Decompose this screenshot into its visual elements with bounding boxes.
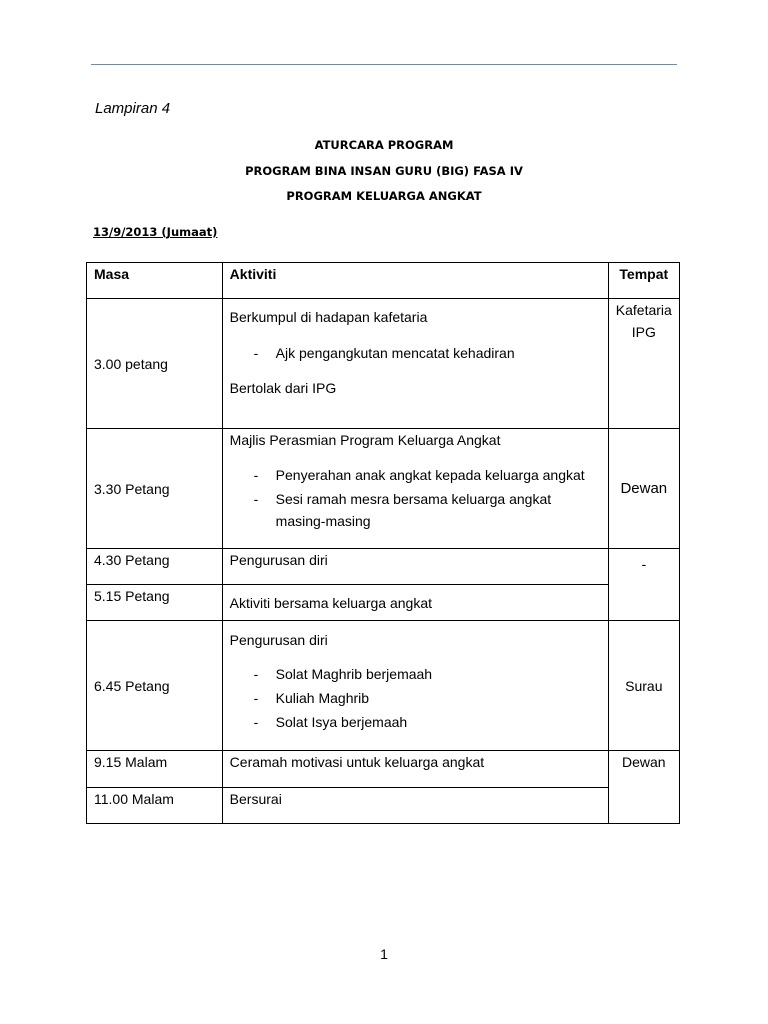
list-item: - Kuliah Maghrib bbox=[254, 687, 601, 709]
row-time: 3.30 Petang bbox=[87, 429, 223, 549]
activity-list bbox=[230, 342, 601, 364]
row-activity bbox=[222, 621, 608, 751]
row-time: 3.00 petang bbox=[87, 299, 223, 429]
table-header-row bbox=[87, 263, 680, 299]
list-item: - Solat Maghrib berjemaah bbox=[254, 663, 601, 685]
venue-line: IPG bbox=[631, 324, 656, 340]
header-masa: Masa bbox=[87, 263, 223, 299]
table-row bbox=[87, 751, 680, 788]
list-item: - Solat Isya berjemaah bbox=[254, 711, 601, 733]
table-row bbox=[87, 788, 680, 824]
activity-line: Majlis Perasmian Program Keluarga Angkat bbox=[229, 432, 501, 448]
header-tempat: Tempat bbox=[608, 263, 679, 299]
page-number: 1 bbox=[380, 946, 388, 962]
list-item: - Sesi ramah mesra bersama keluarga angkat masing-masing bbox=[254, 488, 601, 532]
schedule-date: 13/9/2013 (Jumaat) bbox=[93, 225, 218, 239]
row-time: 11.00 Malam bbox=[87, 788, 223, 824]
activity-line: Bertolak dari IPG bbox=[229, 380, 337, 396]
list-item: - Penyerahan anak angkat kepada keluarga angkat bbox=[254, 464, 601, 486]
activity-list bbox=[230, 464, 601, 532]
row-venue: Surau bbox=[608, 621, 679, 751]
row-activity: Aktiviti bersama keluarga angkat bbox=[222, 585, 608, 621]
row-time: 4.30 Petang bbox=[87, 549, 223, 585]
table-row bbox=[87, 549, 680, 585]
heading-2: PROGRAM BINA INSAN GURU (BIG) FASA IV bbox=[245, 164, 523, 178]
row-time: 6.45 Petang bbox=[87, 621, 223, 751]
header-aktiviti: Aktiviti bbox=[222, 263, 608, 299]
table-row bbox=[87, 299, 680, 429]
table-row bbox=[87, 621, 680, 751]
row-activity: Bersurai bbox=[222, 788, 608, 824]
activity-line: Pengurusan diri bbox=[229, 632, 328, 648]
list-item: - Ajk pengangkutan mencatat kehadiran bbox=[254, 342, 601, 364]
heading-3: PROGRAM KELUARGA ANGKAT bbox=[286, 189, 482, 203]
row-time: 9.15 Malam bbox=[87, 751, 223, 788]
heading-1: ATURCARA PROGRAM bbox=[314, 138, 454, 152]
appendix-label: Lampiran 4 bbox=[95, 100, 171, 117]
activity-line: Berkumpul di hadapan kafetaria bbox=[229, 309, 428, 325]
table-row bbox=[87, 585, 680, 621]
table-row bbox=[87, 429, 680, 549]
row-venue: Dewan bbox=[608, 751, 679, 824]
row-venue: - bbox=[608, 549, 679, 621]
activity-list bbox=[230, 663, 601, 733]
header-rule bbox=[91, 64, 677, 65]
row-activity bbox=[222, 429, 608, 549]
row-activity bbox=[222, 299, 608, 429]
schedule-table bbox=[86, 262, 680, 824]
row-time: 5.15 Petang bbox=[87, 585, 223, 621]
row-venue bbox=[608, 299, 679, 429]
row-venue: Dewan bbox=[608, 429, 679, 549]
row-activity: Ceramah motivasi untuk keluarga angkat bbox=[222, 751, 608, 788]
venue-line: Kafetaria bbox=[615, 302, 672, 318]
row-activity: Pengurusan diri bbox=[222, 549, 608, 585]
